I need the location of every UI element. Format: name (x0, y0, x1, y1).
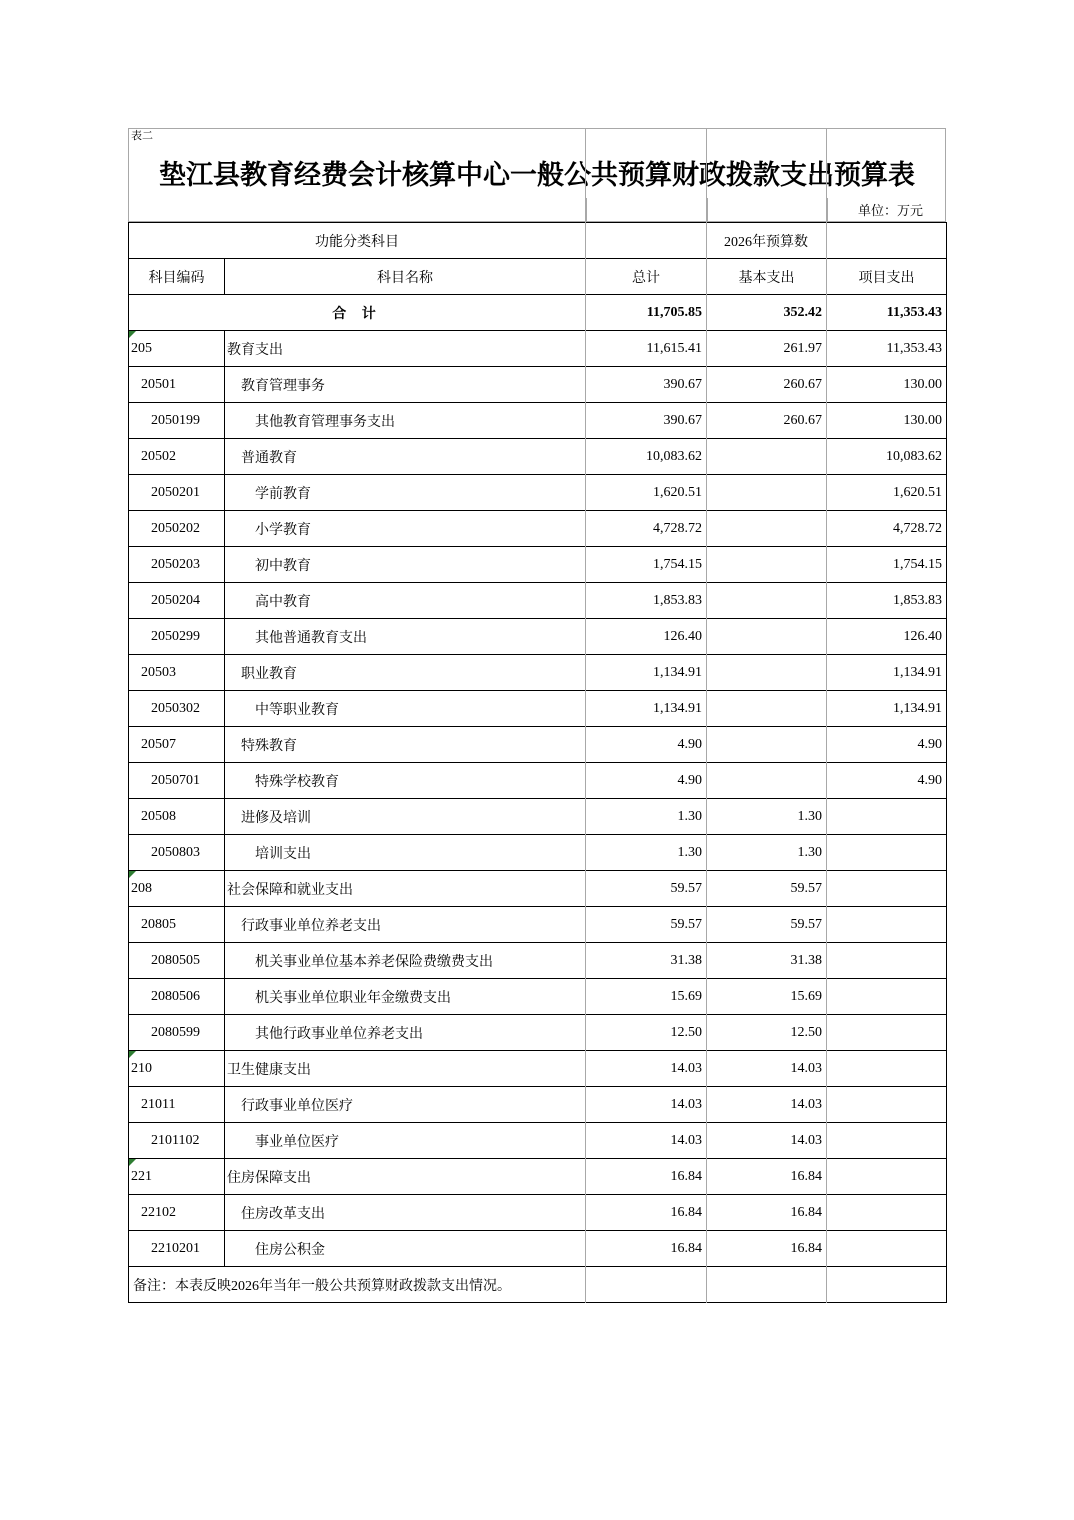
cell-total: 390.67 (586, 367, 707, 403)
cell-basic: 1.30 (707, 799, 827, 835)
cell-total: 15.69 (586, 979, 707, 1015)
table-row (129, 475, 947, 511)
cell-name: 学前教育 (225, 475, 586, 511)
cell-code: 2101102 (129, 1123, 225, 1159)
cell-total: 59.57 (586, 907, 707, 943)
table-body (129, 295, 947, 1267)
table-row (129, 367, 947, 403)
cell-name: 卫生健康支出 (225, 1051, 586, 1087)
cell-code: 20508 (129, 799, 225, 835)
cell-total: 10,083.62 (586, 439, 707, 475)
cell-name: 社会保障和就业支出 (225, 871, 586, 907)
cell-name: 进修及培训 (225, 799, 586, 835)
cell-basic: 261.97 (707, 331, 827, 367)
table-row (129, 1051, 947, 1087)
cell-code: 205 (129, 331, 225, 367)
table-row (129, 691, 947, 727)
cell-project: 1,134.91 (827, 655, 947, 691)
cell-code: 2050803 (129, 835, 225, 871)
cell-total: 1,754.15 (586, 547, 707, 583)
header-col-name: 科目名称 (225, 259, 586, 295)
unit-row (128, 198, 946, 222)
total-row-label: 合 计 (129, 295, 586, 331)
cell-project (827, 835, 947, 871)
cell-code: 2210201 (129, 1231, 225, 1267)
cell-name: 高中教育 (225, 583, 586, 619)
cell-code: 2050701 (129, 763, 225, 799)
table-row (129, 619, 947, 655)
table-row (129, 583, 947, 619)
cell-total: 14.03 (586, 1051, 707, 1087)
cell-code: 2050202 (129, 511, 225, 547)
cell-project: 126.40 (827, 619, 947, 655)
cell-total: 1.30 (586, 799, 707, 835)
cell-code: 208 (129, 871, 225, 907)
cell-name: 行政事业单位医疗 (225, 1087, 586, 1123)
cell-project (827, 871, 947, 907)
cell-basic: 14.03 (707, 1051, 827, 1087)
budget-sheet (128, 128, 946, 1303)
cell-name: 特殊学校教育 (225, 763, 586, 799)
header-col-basic: 基本支出 (707, 259, 827, 295)
cell-name: 培训支出 (225, 835, 586, 871)
cell-name: 其他普通教育支出 (225, 619, 586, 655)
cell-basic: 14.03 (707, 1123, 827, 1159)
cell-code: 2050302 (129, 691, 225, 727)
cell-project: 4.90 (827, 763, 947, 799)
cell-project (827, 979, 947, 1015)
table-row (129, 655, 947, 691)
cell-project (827, 1123, 947, 1159)
budget-table (128, 222, 947, 1303)
cell-basic: 1.30 (707, 835, 827, 871)
cell-code: 20503 (129, 655, 225, 691)
cell-total: 14.03 (586, 1123, 707, 1159)
table-row (129, 871, 947, 907)
cell-code: 20501 (129, 367, 225, 403)
cell-code: 2050201 (129, 475, 225, 511)
table-row (129, 727, 947, 763)
cell-name: 其他教育管理事务支出 (225, 403, 586, 439)
page-title: 垫江县教育经费会计核算中心一般公共预算财政拨款支出预算表 (159, 159, 915, 190)
cell-project: 130.00 (827, 403, 947, 439)
cell-code: 221 (129, 1159, 225, 1195)
table-row (129, 1195, 947, 1231)
cell-total: 12.50 (586, 1015, 707, 1051)
cell-total: 11,615.41 (586, 331, 707, 367)
cell-project: 4,728.72 (827, 511, 947, 547)
note-row (129, 1267, 947, 1303)
cell-code: 2080505 (129, 943, 225, 979)
cell-basic (707, 619, 827, 655)
cell-total: 31.38 (586, 943, 707, 979)
total-row-basic: 352.42 (707, 295, 827, 331)
cell-total: 4.90 (586, 727, 707, 763)
cell-name: 初中教育 (225, 547, 586, 583)
cell-project (827, 1051, 947, 1087)
cell-project (827, 1195, 947, 1231)
note-text: 备注：本表反映2026年当年一般公共预算财政拨款支出情况。 (129, 1267, 947, 1303)
cell-code: 21011 (129, 1087, 225, 1123)
table-row (129, 331, 947, 367)
cell-basic (707, 583, 827, 619)
cell-basic: 14.03 (707, 1087, 827, 1123)
table-row (129, 1087, 947, 1123)
cell-project (827, 907, 947, 943)
cell-basic: 59.57 (707, 871, 827, 907)
total-row-project: 11,353.43 (827, 295, 947, 331)
cell-name: 事业单位医疗 (225, 1123, 586, 1159)
cell-project: 1,620.51 (827, 475, 947, 511)
cell-basic: 59.57 (707, 907, 827, 943)
cell-name: 机关事业单位职业年金缴费支出 (225, 979, 586, 1015)
cell-total: 59.57 (586, 871, 707, 907)
cell-code: 2050199 (129, 403, 225, 439)
table-row (129, 439, 947, 475)
header-functional-category: 功能分类科目 (129, 223, 586, 259)
unit-label: 单位：万元 (857, 203, 923, 218)
cell-name: 住房保障支出 (225, 1159, 586, 1195)
table-row (129, 799, 947, 835)
table-row (129, 1159, 947, 1195)
cell-code: 20507 (129, 727, 225, 763)
cell-code: 2050299 (129, 619, 225, 655)
cell-code: 2080506 (129, 979, 225, 1015)
cell-project (827, 1087, 947, 1123)
table-row (129, 943, 947, 979)
cell-code: 2050204 (129, 583, 225, 619)
cell-total: 1,853.83 (586, 583, 707, 619)
cell-total: 1.30 (586, 835, 707, 871)
cell-basic (707, 547, 827, 583)
table-row (129, 763, 947, 799)
cell-project: 130.00 (827, 367, 947, 403)
cell-name: 特殊教育 (225, 727, 586, 763)
cell-basic (707, 439, 827, 475)
cell-total: 1,134.91 (586, 655, 707, 691)
cell-project (827, 1159, 947, 1195)
cell-project: 1,134.91 (827, 691, 947, 727)
cell-total: 390.67 (586, 403, 707, 439)
cell-basic (707, 727, 827, 763)
cell-total: 16.84 (586, 1159, 707, 1195)
cell-code: 2050203 (129, 547, 225, 583)
cell-code: 20502 (129, 439, 225, 475)
cell-name: 小学教育 (225, 511, 586, 547)
cell-total: 14.03 (586, 1087, 707, 1123)
cell-name: 职业教育 (225, 655, 586, 691)
cell-basic: 15.69 (707, 979, 827, 1015)
cell-name: 教育管理事务 (225, 367, 586, 403)
table-header-group-row (129, 223, 947, 259)
cell-name: 住房公积金 (225, 1231, 586, 1267)
header-budget-year: 2026年预算数 (586, 223, 947, 259)
header-col-project: 项目支出 (827, 259, 947, 295)
cell-name: 教育支出 (225, 331, 586, 367)
cell-name: 机关事业单位基本养老保险费缴费支出 (225, 943, 586, 979)
cell-basic (707, 475, 827, 511)
table-row (129, 979, 947, 1015)
cell-project: 1,754.15 (827, 547, 947, 583)
table-row (129, 907, 947, 943)
header-col-code: 科目编码 (129, 259, 225, 295)
table-label: 表二 (128, 128, 946, 146)
cell-total: 4.90 (586, 763, 707, 799)
table-row (129, 835, 947, 871)
cell-total: 16.84 (586, 1231, 707, 1267)
header-col-total: 总计 (586, 259, 707, 295)
cell-project: 1,853.83 (827, 583, 947, 619)
cell-basic (707, 763, 827, 799)
total-row-total: 11,705.85 (586, 295, 707, 331)
cell-total: 126.40 (586, 619, 707, 655)
cell-basic: 260.67 (707, 403, 827, 439)
table-row (129, 1015, 947, 1051)
cell-project: 10,083.62 (827, 439, 947, 475)
cell-total: 1,620.51 (586, 475, 707, 511)
cell-code: 210 (129, 1051, 225, 1087)
cell-total: 4,728.72 (586, 511, 707, 547)
cell-name: 住房改革支出 (225, 1195, 586, 1231)
cell-basic: 16.84 (707, 1159, 827, 1195)
table-row (129, 511, 947, 547)
table-row (129, 403, 947, 439)
table-row (129, 1123, 947, 1159)
cell-project (827, 1231, 947, 1267)
cell-project: 4.90 (827, 727, 947, 763)
cell-basic: 16.84 (707, 1231, 827, 1267)
cell-basic: 16.84 (707, 1195, 827, 1231)
cell-basic (707, 511, 827, 547)
cell-total: 1,134.91 (586, 691, 707, 727)
cell-code: 2080599 (129, 1015, 225, 1051)
table-row (129, 547, 947, 583)
cell-total: 16.84 (586, 1195, 707, 1231)
table-row (129, 1231, 947, 1267)
cell-name: 中等职业教育 (225, 691, 586, 727)
cell-basic: 260.67 (707, 367, 827, 403)
cell-project (827, 943, 947, 979)
cell-basic (707, 691, 827, 727)
cell-name: 其他行政事业单位养老支出 (225, 1015, 586, 1051)
cell-project (827, 799, 947, 835)
cell-basic: 12.50 (707, 1015, 827, 1051)
cell-project (827, 1015, 947, 1051)
total-row (129, 295, 947, 331)
cell-name: 行政事业单位养老支出 (225, 907, 586, 943)
cell-code: 22102 (129, 1195, 225, 1231)
cell-basic (707, 655, 827, 691)
cell-basic: 31.38 (707, 943, 827, 979)
table-header-col-row (129, 259, 947, 295)
title-row (128, 146, 946, 198)
cell-name: 普通教育 (225, 439, 586, 475)
cell-code: 20805 (129, 907, 225, 943)
cell-project: 11,353.43 (827, 331, 947, 367)
